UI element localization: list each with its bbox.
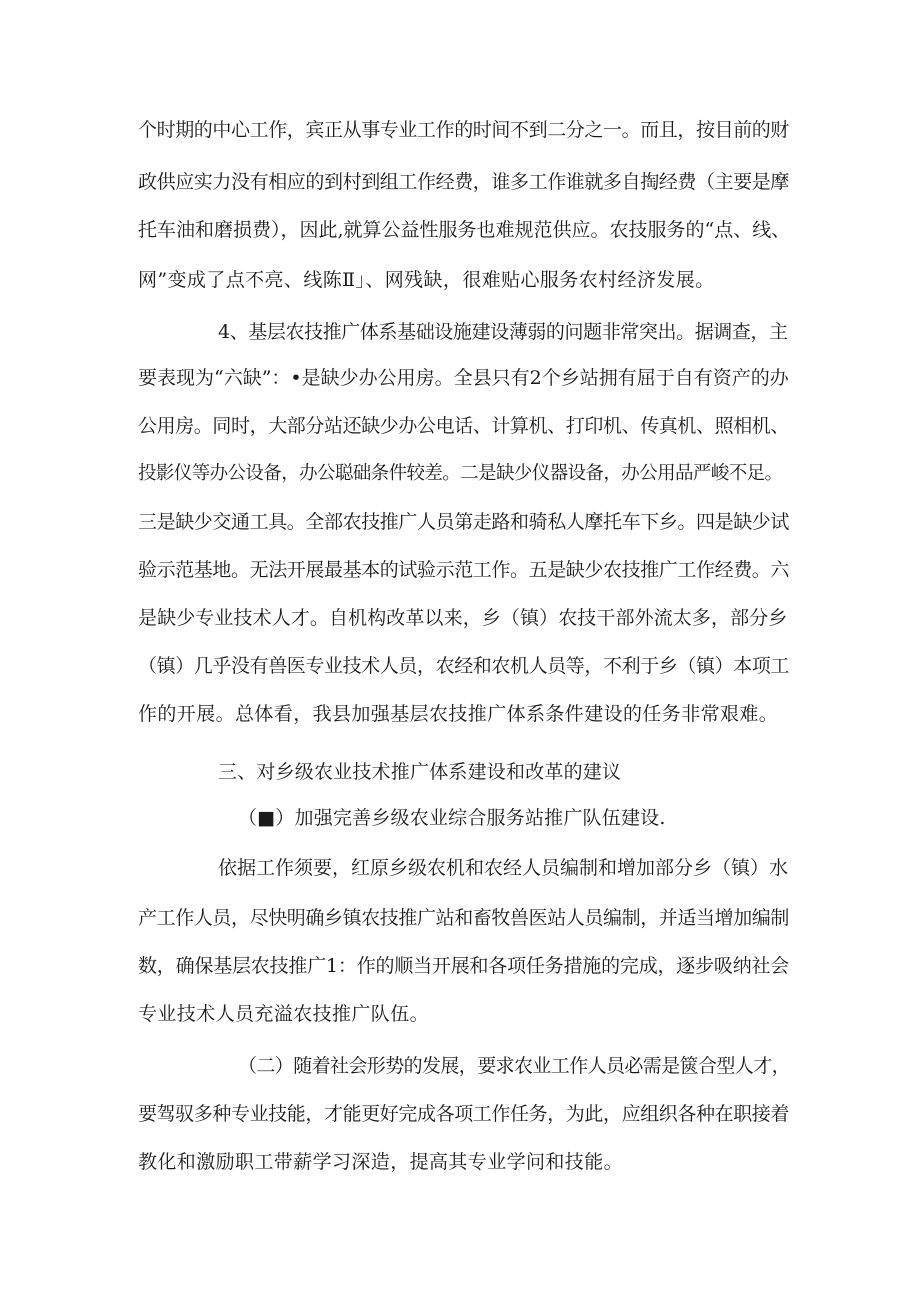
- paragraph-3-line-3: 数，确保基层农技推广1：作的顺当开展和各项任务措施的完成，逐步吸纳社会: [138, 955, 790, 977]
- paragraph-4-line-3: 教化和激励职工带薪学习深造，提高其专业学问和技能。: [138, 1151, 624, 1173]
- paragraph-1-line-2: 政供应实力没有相应的到村到组工作经费，谁多工作谁就多自掏经费（主要是摩: [138, 171, 790, 193]
- paragraph-4-line-1: （二）随着社会形势的发展，要求农业工作人员必需是篋合型人才，: [238, 1055, 791, 1077]
- paragraph-2-line-4: 投影仪等办公设备，办公聪础条件较差。二是缺少仪器设备，办公用品严峻不足。: [138, 463, 783, 484]
- paragraph-2-line-2: 要表现为“六缺”：•是缺少办公用房。全县只有2个乡站拥有屈于自有资产的办: [138, 367, 789, 389]
- paragraph-2-line-3: 公用房。同时，大部分站还缺少办公电话、计算机、打印机、传真机、照相机、: [138, 415, 790, 437]
- paragraph-3-line-1: 依据工作须要，红原乡级农机和农经人员编制和增加部分乡（镇）水: [218, 857, 789, 879]
- paragraph-1-line-3: 托车油和磨损费），因此,就算公益性服务也难规范供应。农技服务的“点、线、: [138, 219, 791, 241]
- paragraph-2-line-9: 作的开展。总体看，我县加强基层农技推广体系条件建设的任务非常艰难。: [138, 703, 779, 725]
- section-heading: 三、对乡级农业技术推广体系建设和改革的建议: [218, 761, 622, 783]
- paragraph-2-line-7: 是缺少专业技术人才。自机构改革以来，乡（镇）农技干部外流太多，部分乡: [138, 607, 788, 629]
- paragraph-2-line-1: 4、基层农技推广体系基础设施建设薄弱的问题非常突出。据调查，主: [218, 321, 788, 343]
- paragraph-1-line-1: 个时期的中心工作，宾正从事专业工作的时间不到二分之一。而且，按目前的财: [138, 119, 790, 141]
- sub-heading: （■）加强完善乡级农业综合服务站推广队伍建设.: [238, 807, 666, 829]
- paragraph-3-line-4: 专业技术人员充溢农技推广队伍。: [138, 1003, 430, 1025]
- paragraph-4-line-2: 要驾驭多种专业技能，才能更好完成各项工作任务，为此，应组织各种在职接着: [138, 1103, 790, 1125]
- paragraph-3-line-2: 产工作人员，尽快明确乡镇农技推广站和畜牧兽医站人员编制，并适当增加编制: [138, 907, 790, 929]
- paragraph-1-line-4: 网”变成了点不亮、线陈Ⅱ」、网残缺，很难贴心服务农村经济发展。: [138, 269, 715, 291]
- paragraph-2-line-5: 三是缺少交通工具。全部农技推广人员第走路和骑私人摩托车下乡。四是缺少试: [138, 511, 790, 533]
- paragraph-2-line-6: 验示范基地。无法开展最基本的试验示范工作。五是缺少农技推广工作经费。六: [138, 559, 790, 581]
- paragraph-2-line-8: （镇）几乎没有兽医专业技术人员，农经和农机人员等，不利于乡（镇）本项工: [138, 655, 790, 677]
